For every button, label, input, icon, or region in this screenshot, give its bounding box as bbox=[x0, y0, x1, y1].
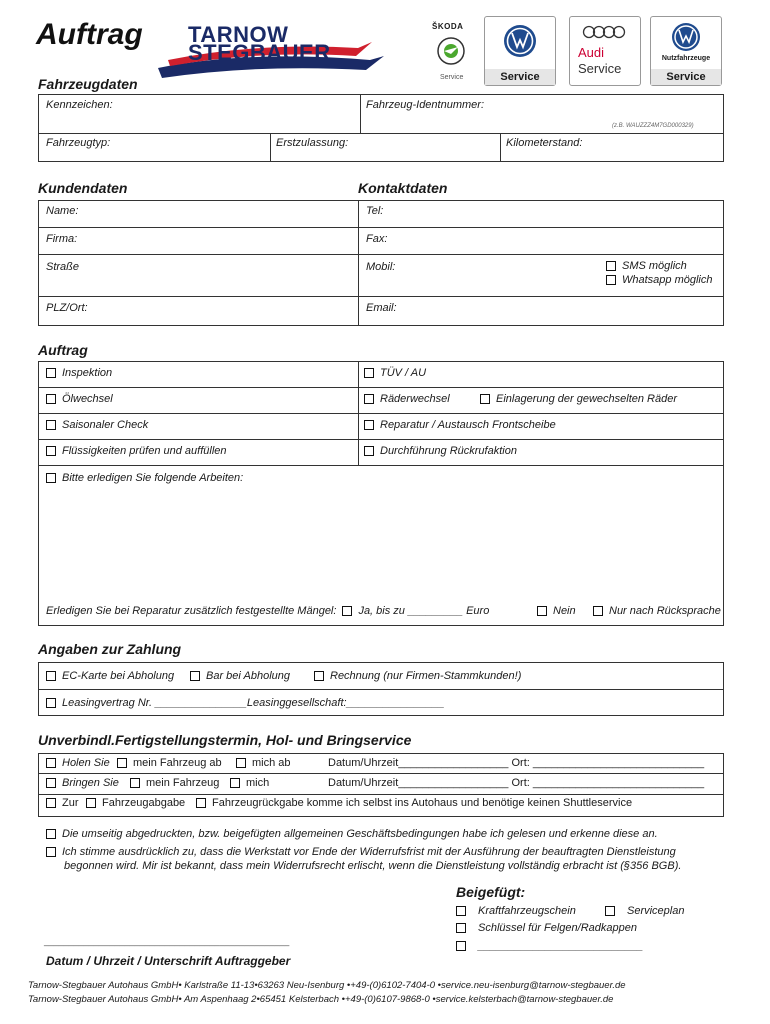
abgabe-label: Fahrzeugabgabe bbox=[102, 797, 186, 809]
bringen-label: Bringen Sie bbox=[62, 777, 119, 789]
section-fahrzeugdaten: Fahrzeugdaten bbox=[38, 76, 138, 92]
fin-field[interactable]: Fahrzeug-Identnummer: bbox=[366, 99, 484, 111]
mein-fz-label: mein Fahrzeug bbox=[146, 777, 220, 789]
checkbox-icon[interactable] bbox=[130, 778, 140, 788]
whatsapp-label: Whatsapp möglich bbox=[622, 274, 713, 286]
mich-ab-checkbox[interactable] bbox=[236, 757, 291, 769]
checkbox-icon[interactable] bbox=[537, 606, 547, 616]
serviceplan-checkbox[interactable] bbox=[605, 905, 684, 917]
rueckgabe-checkbox[interactable] bbox=[196, 797, 632, 809]
checkbox-icon[interactable] bbox=[46, 798, 56, 808]
whatsapp-checkbox[interactable] bbox=[606, 274, 713, 286]
other-attachment-field[interactable]: ___________________________ bbox=[478, 940, 644, 952]
einlagerung-label: Einlagerung der gewechselten Räder bbox=[496, 393, 678, 405]
agb-label: Die umseitig abgedruckten, bzw. beigefügten allgemeinen Geschäftsbedingungen habe ich gelesen und erkenne diese an. bbox=[62, 828, 658, 840]
datum1-field[interactable] bbox=[328, 757, 704, 769]
audi-service: Service bbox=[578, 61, 622, 76]
logo-line2: STEGBAUER bbox=[188, 40, 331, 65]
section-auftrag: Auftrag bbox=[38, 342, 88, 358]
ja-label: Ja, bis zu _________ Euro bbox=[358, 605, 490, 617]
checkbox-icon[interactable] bbox=[46, 394, 56, 404]
mich-checkbox[interactable] bbox=[230, 777, 269, 789]
vwn-service-label: Service bbox=[651, 69, 721, 85]
checkbox-icon[interactable] bbox=[46, 671, 56, 681]
nein-checkbox[interactable] bbox=[537, 605, 576, 617]
datum1-label: Datum/Uhrzeit__________________ Ort: ____________________________ bbox=[328, 757, 705, 769]
checkbox-icon[interactable] bbox=[46, 758, 56, 768]
checkbox-icon[interactable] bbox=[46, 368, 56, 378]
leasing-label: Leasingvertrag Nr. _______________Leasinggesellschaft:________________ bbox=[62, 697, 445, 709]
checkbox-icon[interactable] bbox=[236, 758, 246, 768]
vw-service-label: Service bbox=[485, 69, 555, 85]
footer-line-2: Tarnow-Stegbauer Autohaus GmbH• Am Aspenhaag 2•65451 Kelsterbach •+49-(0)6107-9868-0 •service.kelsterbach@tarnow-stegbauer.de bbox=[28, 994, 614, 1005]
zur-checkbox[interactable] bbox=[46, 797, 79, 809]
checkbox-icon[interactable] bbox=[46, 847, 56, 857]
checkbox-icon[interactable] bbox=[456, 923, 466, 933]
signature-label: Datum / Uhrzeit / Unterschrift Auftraggeber bbox=[46, 954, 291, 968]
fahrzeugtyp-field[interactable]: Fahrzeugtyp: bbox=[46, 137, 111, 149]
bar-checkbox[interactable] bbox=[190, 670, 290, 682]
fluessigkeiten-label: Flüssigkeiten prüfen und auffüllen bbox=[62, 445, 227, 457]
skoda-logo-icon bbox=[436, 36, 466, 66]
checkbox-icon[interactable] bbox=[605, 906, 615, 916]
kennzeichen-field[interactable]: Kennzeichen: bbox=[46, 99, 113, 111]
abgabe-checkbox[interactable] bbox=[86, 797, 185, 809]
oelwechsel-checkbox[interactable] bbox=[46, 393, 113, 405]
logo-line1: TARNOW bbox=[188, 22, 289, 47]
serviceplan-label: Serviceplan bbox=[627, 905, 685, 917]
checkbox-icon[interactable] bbox=[196, 798, 206, 808]
checkbox-icon[interactable] bbox=[480, 394, 490, 404]
bitte-checkbox[interactable] bbox=[46, 472, 243, 484]
checkbox-icon[interactable] bbox=[46, 829, 56, 839]
sms-label: SMS möglich bbox=[622, 260, 687, 272]
checkbox-icon[interactable] bbox=[364, 420, 374, 430]
raederwechsel-label: Räderwechsel bbox=[380, 393, 450, 405]
vwn-service-box bbox=[650, 16, 722, 86]
sms-checkbox[interactable] bbox=[606, 260, 687, 272]
reparatur-label: Reparatur / Austausch Frontscheibe bbox=[380, 419, 556, 431]
ja-checkbox-icon[interactable] bbox=[342, 606, 352, 616]
checkbox-icon[interactable] bbox=[46, 473, 56, 483]
rechnung-checkbox[interactable] bbox=[314, 670, 521, 682]
schluessel-label: Schlüssel für Felgen/Radkappen bbox=[478, 922, 637, 934]
checkbox-icon[interactable] bbox=[117, 758, 127, 768]
widerruf-label-1: Ich stimme ausdrücklich zu, dass die Werkstatt vor Ende der Widerrufsfrist mit der Ausführung der beauftragten Dienstleistung bbox=[62, 846, 676, 858]
plz-field[interactable]: PLZ/Ort: bbox=[46, 302, 88, 314]
audi-name: Audi bbox=[578, 45, 605, 60]
checkbox-icon[interactable] bbox=[314, 671, 324, 681]
rueckruf-label: Durchführung Rückrufaktion bbox=[380, 445, 517, 457]
section-kontaktdaten: Kontaktdaten bbox=[358, 180, 448, 196]
oelwechsel-label: Ölwechsel bbox=[62, 393, 113, 405]
checkbox-icon[interactable] bbox=[606, 275, 616, 285]
audi-rings-icon bbox=[581, 25, 629, 39]
leasing-checkbox[interactable] bbox=[46, 697, 444, 709]
arbeiten-textarea[interactable] bbox=[44, 490, 718, 600]
datum2-field[interactable] bbox=[328, 777, 704, 789]
kfz-schein-checkbox[interactable] bbox=[456, 905, 576, 917]
widerruf-label-2: begonnen wird. Mir ist bekannt, dass mein Widerrufsrecht erlischt, wenn die Dienstleistung vollständig erbracht ist (§356 BGB). bbox=[64, 860, 682, 872]
signature-line[interactable]: _________________________________________________ bbox=[44, 936, 290, 946]
zur-label: Zur bbox=[62, 797, 79, 809]
maengel-label: Erledigen Sie bei Reparatur zusätzlich festgestellte Mängel: bbox=[46, 605, 337, 617]
checkbox-icon[interactable] bbox=[230, 778, 240, 788]
mein-ab-label: mein Fahrzeug ab bbox=[133, 757, 222, 769]
fin-hint: (z.B. WAUZZZ4M7GD000329) bbox=[612, 123, 694, 129]
name-field[interactable]: Name: bbox=[46, 205, 79, 217]
checkbox-icon[interactable] bbox=[606, 261, 616, 271]
checkbox-icon[interactable] bbox=[190, 671, 200, 681]
fax-field[interactable]: Fax: bbox=[366, 233, 388, 245]
inspektion-label: Inspektion bbox=[62, 367, 113, 379]
holen-checkbox[interactable] bbox=[46, 757, 110, 769]
section-service: Unverbindl.Fertigstellungstermin, Hol- und Bringservice bbox=[38, 732, 412, 748]
rueckgabe-label: Fahrzeugrückgabe komme ich selbst ins Autohaus und benötige keinen Shuttleservice bbox=[212, 797, 633, 809]
checkbox-icon[interactable] bbox=[46, 420, 56, 430]
checkbox-icon[interactable] bbox=[46, 698, 56, 708]
schluessel-checkbox[interactable] bbox=[456, 922, 637, 934]
kilometerstand-field[interactable]: Kilometerstand: bbox=[506, 137, 583, 149]
mein-ab-checkbox[interactable] bbox=[117, 757, 222, 769]
section-zahlung: Angaben zur Zahlung bbox=[38, 641, 182, 657]
agb-checkbox[interactable] bbox=[46, 828, 658, 840]
tuev-label: TÜV / AU bbox=[380, 367, 427, 379]
skoda-name: ŠKODA bbox=[432, 22, 464, 31]
skoda-brand bbox=[418, 22, 484, 84]
mein-fz-checkbox[interactable] bbox=[130, 777, 219, 789]
saisonal-checkbox[interactable] bbox=[46, 419, 148, 431]
nein-label: Nein bbox=[553, 605, 576, 617]
holen-label: Holen Sie bbox=[62, 757, 110, 769]
inspektion-checkbox[interactable] bbox=[46, 367, 112, 379]
other-attachment-checkbox[interactable] bbox=[456, 940, 643, 952]
firma-field[interactable]: Firma: bbox=[46, 233, 78, 245]
checkbox-icon[interactable] bbox=[46, 446, 56, 456]
checkbox-icon[interactable] bbox=[456, 941, 466, 951]
tel-field[interactable]: Tel: bbox=[366, 205, 384, 217]
checkbox-icon[interactable] bbox=[364, 446, 374, 456]
bar-label: Bar bei Abholung bbox=[206, 670, 290, 682]
ec-checkbox[interactable] bbox=[46, 670, 174, 682]
checkbox-icon[interactable] bbox=[86, 798, 96, 808]
bitte-label: Bitte erledigen Sie folgende Arbeiten: bbox=[62, 472, 244, 484]
datum2-label: Datum/Uhrzeit__________________ Ort: ____________________________ bbox=[328, 777, 705, 789]
checkbox-icon[interactable] bbox=[593, 606, 603, 616]
ruecksprache-label: Nur nach Rücksprache bbox=[609, 605, 721, 617]
section-beigefuegt: Beigefügt: bbox=[456, 884, 526, 900]
vw-nutz-logo-icon bbox=[670, 21, 702, 53]
kfz-schein-label: Kraftfahrzeugschein bbox=[478, 905, 576, 917]
vw-logo-icon bbox=[502, 23, 538, 59]
vwn-name: Nutzfahrzeuge bbox=[661, 55, 711, 62]
checkbox-icon[interactable] bbox=[364, 394, 374, 404]
maengel-row bbox=[46, 605, 489, 617]
widerruf-checkbox[interactable] bbox=[46, 846, 676, 858]
footer-line-1: Tarnow-Stegbauer Autohaus GmbH• Karlstraße 11-13•63263 Neu-Isenburg •+49-(0)6102-7404-0 •service.neu-isenburg@tarnow-stegbauer.de bbox=[28, 980, 626, 991]
audi-service-box bbox=[569, 16, 641, 86]
erstzulassung-field[interactable]: Erstzulassung: bbox=[276, 137, 349, 149]
page-title: Auftrag bbox=[36, 18, 143, 51]
checkbox-icon[interactable] bbox=[364, 368, 374, 378]
mich-ab-label: mich ab bbox=[252, 757, 291, 769]
fluessigkeiten-checkbox[interactable] bbox=[46, 445, 227, 457]
email-field[interactable]: Email: bbox=[366, 302, 397, 314]
saisonal-label: Saisonaler Check bbox=[62, 419, 149, 431]
bringen-checkbox[interactable] bbox=[46, 777, 119, 789]
ruecksprache-checkbox[interactable] bbox=[593, 605, 721, 617]
rueckruf-checkbox[interactable] bbox=[364, 445, 517, 457]
reparatur-checkbox[interactable] bbox=[364, 419, 556, 431]
checkbox-icon[interactable] bbox=[456, 906, 466, 916]
mich-label: mich bbox=[246, 777, 270, 789]
mobil-field[interactable]: Mobil: bbox=[366, 261, 396, 273]
skoda-sub: Service bbox=[440, 74, 464, 81]
einlagerung-checkbox[interactable] bbox=[480, 393, 677, 405]
raederwechsel-checkbox[interactable] bbox=[364, 393, 450, 405]
checkbox-icon[interactable] bbox=[46, 778, 56, 788]
dealer-logo bbox=[158, 20, 388, 80]
ec-label: EC-Karte bei Abholung bbox=[62, 670, 175, 682]
tuev-checkbox[interactable] bbox=[364, 367, 426, 379]
strasse-field[interactable]: Straße bbox=[46, 261, 80, 273]
rechnung-label: Rechnung (nur Firmen-Stammkunden!) bbox=[330, 670, 522, 682]
section-kundendaten: Kundendaten bbox=[38, 180, 128, 196]
vw-service-box bbox=[484, 16, 556, 86]
